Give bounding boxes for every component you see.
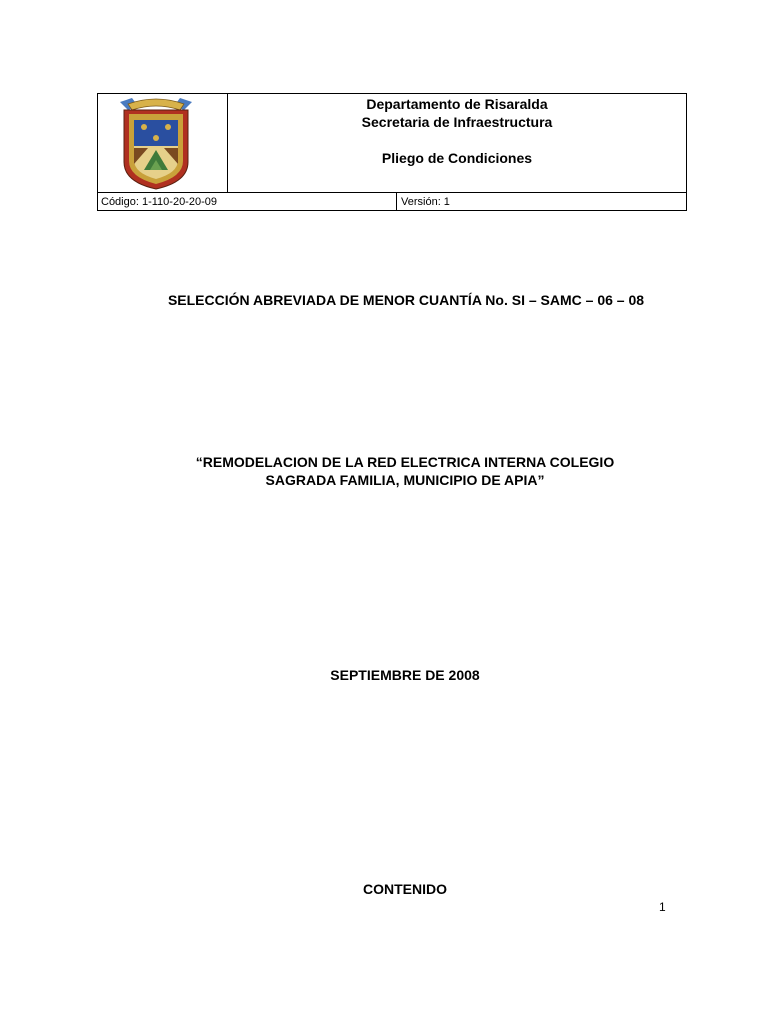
meta-divider xyxy=(396,193,397,210)
logo-cell xyxy=(98,94,228,192)
project-title-line-2: SAGRADA FAMILIA, MUNICIPIO DE APIA” xyxy=(265,472,545,488)
project-title-line-1: “REMODELACION DE LA RED ELECTRICA INTERNA COLEGIO xyxy=(195,454,615,470)
document-type: Pliego de Condiciones xyxy=(381,150,533,166)
risaralda-coat-of-arms-logo xyxy=(118,96,194,190)
document-date: SEPTIEMBRE DE 2008 xyxy=(330,667,480,683)
department-name: Departamento de Risaralda xyxy=(366,96,548,112)
selection-title: SELECCIÓN ABREVIADA DE MENOR CUANTÍA No. SI – SAMC – 06 – 08 xyxy=(167,292,645,308)
page-number: 1 xyxy=(659,900,666,914)
document-header-table xyxy=(97,93,687,211)
document-meta-row xyxy=(98,192,686,210)
contents-heading: CONTENIDO xyxy=(363,881,447,897)
secretariat-name: Secretaria de Infraestructura xyxy=(361,114,553,130)
document-code: Código: 1-110-20-20-09 xyxy=(101,196,217,208)
header-title-cell xyxy=(228,94,686,192)
document-version: Versión: 1 xyxy=(401,196,450,208)
project-title xyxy=(20,453,770,489)
